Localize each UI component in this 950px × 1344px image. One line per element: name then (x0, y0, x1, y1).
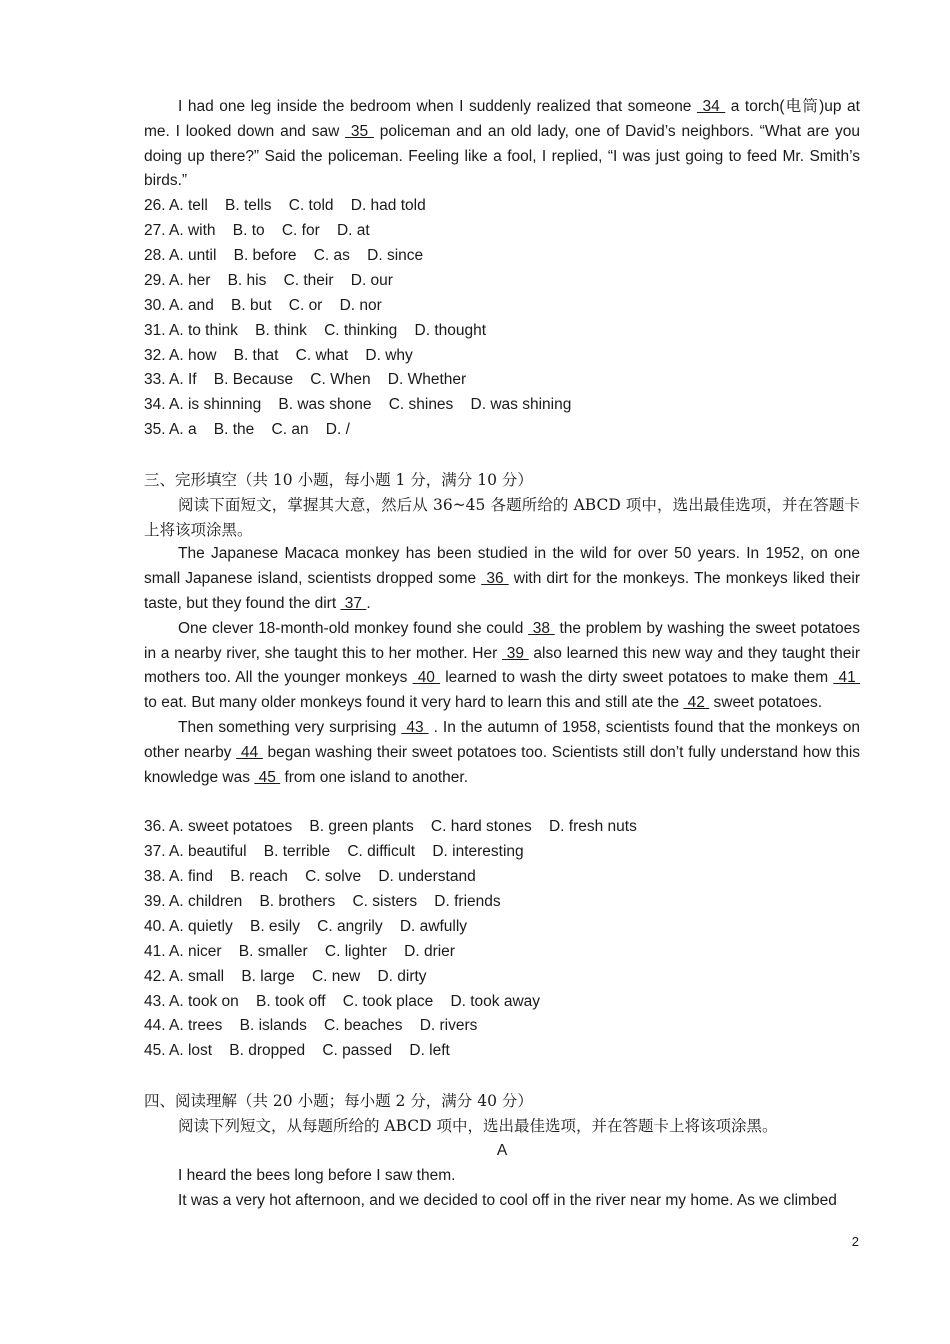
question-34: 34. A. is shinning B. was shone C. shines D. was shining (144, 396, 572, 414)
text-run: to eat. But many older monkeys found it very hard to learn this and still ate the (144, 694, 684, 712)
passage-paragraph (144, 95, 860, 194)
question-35: 35. A. a B. the C. an D. / (144, 421, 350, 439)
text-run: also learned this new way and they taught their mothers too. All the younger monkeys (144, 644, 860, 687)
cloze-paragraph-3 (144, 716, 860, 790)
question-list-36-45 (144, 815, 860, 1064)
question-26: 26. A. tell B. tells C. told D. had told (144, 197, 426, 215)
text-run: the problem by washing the sweet potatoes in a nearby river, she taught this to her mother. Her (144, 619, 860, 662)
text-run: I had one leg inside the bedroom when I suddenly realized that someone (178, 98, 697, 115)
question-36: 36. A. sweet potatoes B. green plants C. hard stones D. fresh nuts (144, 818, 637, 836)
text-run: The Japanese Macaca monkey has been studied in the wild for over 50 years. In 1952, on one small Japanese island, scientists dropped some (144, 545, 860, 588)
blank-43: 43 (401, 719, 429, 737)
cloze-paragraph-2 (144, 617, 860, 716)
spacer (144, 790, 860, 815)
section-4-heading: 四、阅读理解（共 20 小题；每小题 2 分，满分 40 分） (144, 1092, 533, 1111)
question-28: 28. A. until B. before C. as D. since (144, 246, 424, 264)
text-run: policeman and an old lady, one of David’s neighbors. “What are you doing up there?” Said the policeman. Feeling like a fool, I replied, “I was just going to feed Mr. Smith’s birds.” (144, 122, 860, 190)
question-33: 33. A. If B. Because C. When D. Whether (144, 371, 467, 389)
spacer (144, 1064, 860, 1089)
blank-39: 39 (501, 644, 529, 662)
question-41: 41. A. nicer B. smaller C. lighter D. drier (144, 942, 455, 960)
blank-45: 45 (254, 768, 281, 786)
text-run: sweet potatoes. (709, 694, 823, 712)
document-page (144, 95, 860, 1214)
question-27: 27. A. with B. to C. for D. at (144, 222, 370, 240)
reading-line-1: I heard the bees long before I saw them. (178, 1166, 456, 1184)
spacer (144, 443, 860, 468)
question-30: 30. A. and B. but C. or D. nor (144, 296, 382, 314)
text-run: from one island to another. (280, 768, 468, 786)
passage-label: A (496, 1141, 508, 1159)
blank-36: 36 (481, 570, 509, 588)
question-42: 42. A. small B. large C. new D. dirty (144, 967, 427, 985)
text-run: learned to wash the dirty sweet potatoes to make them (440, 669, 834, 687)
text-run: began washing their sweet potatoes too. Scientists still don’t fully understand how this knowledge was (144, 743, 861, 786)
question-32: 32. A. how B. that C. what D. why (144, 346, 413, 364)
question-37: 37. A. beautiful B. terrible C. difficult D. interesting (144, 843, 524, 861)
blank-40: 40 (412, 669, 441, 687)
question-39: 39. A. children B. brothers C. sisters D. friends (144, 893, 501, 910)
blank-34: 34 (696, 98, 726, 115)
text-run: . In the autumn of 1958, scientists found that the monkeys on other nearby (144, 719, 860, 761)
question-43: 43. A. took on B. took off C. took place D. took away (144, 992, 541, 1010)
text-run: with dirt for the monkeys. The monkeys liked their taste, but they found the dirt (144, 570, 860, 613)
page-number: 2 (851, 1234, 859, 1249)
text-run: One clever 18-month-old monkey found she could (178, 619, 529, 637)
question-40: 40. A. quietly B. esily C. angrily D. awfully (144, 917, 468, 935)
cloze-paragraph-1 (144, 542, 860, 616)
section-4-instruction: 阅读下列短文，从每题所给的 ABCD 项中，选出最佳选项，并在答题卡上将该项涂黑。 (178, 1117, 778, 1136)
blank-41: 41 (833, 669, 861, 687)
text-run: a torch(电筒)up at me. I looked down and saw (144, 98, 860, 140)
blank-37: 37 (340, 595, 367, 613)
question-45: 45. A. lost B. dropped C. passed D. left (144, 1042, 450, 1060)
section-3-instruction: 阅读下面短文，掌握其大意，然后从 36~45 各题所给的 ABCD 项中，选出最佳选项，并在答题卡上将该项涂黑。 (144, 495, 860, 539)
question-29: 29. A. her B. his C. their D. our (144, 271, 393, 289)
question-list-26-35 (144, 194, 860, 443)
text-run: . (366, 595, 371, 613)
text-run: Then something very surprising (178, 719, 402, 737)
question-31: 31. A. to think B. think C. thinking D. thought (144, 321, 487, 339)
blank-35: 35 (345, 122, 374, 140)
blank-38: 38 (528, 619, 555, 637)
question-44: 44. A. trees B. islands C. beaches D. rivers (144, 1017, 478, 1035)
section-3-heading: 三、完形填空（共 10 小题，每小题 1 分，满分 10 分） (144, 470, 533, 489)
blank-42: 42 (683, 694, 710, 712)
reading-line-2: It was a very hot afternoon, and we decided to cool off in the river near my home. As we climbed (178, 1191, 837, 1209)
blank-44: 44 (236, 743, 263, 761)
question-38: 38. A. find B. reach C. solve D. understand (144, 868, 476, 886)
